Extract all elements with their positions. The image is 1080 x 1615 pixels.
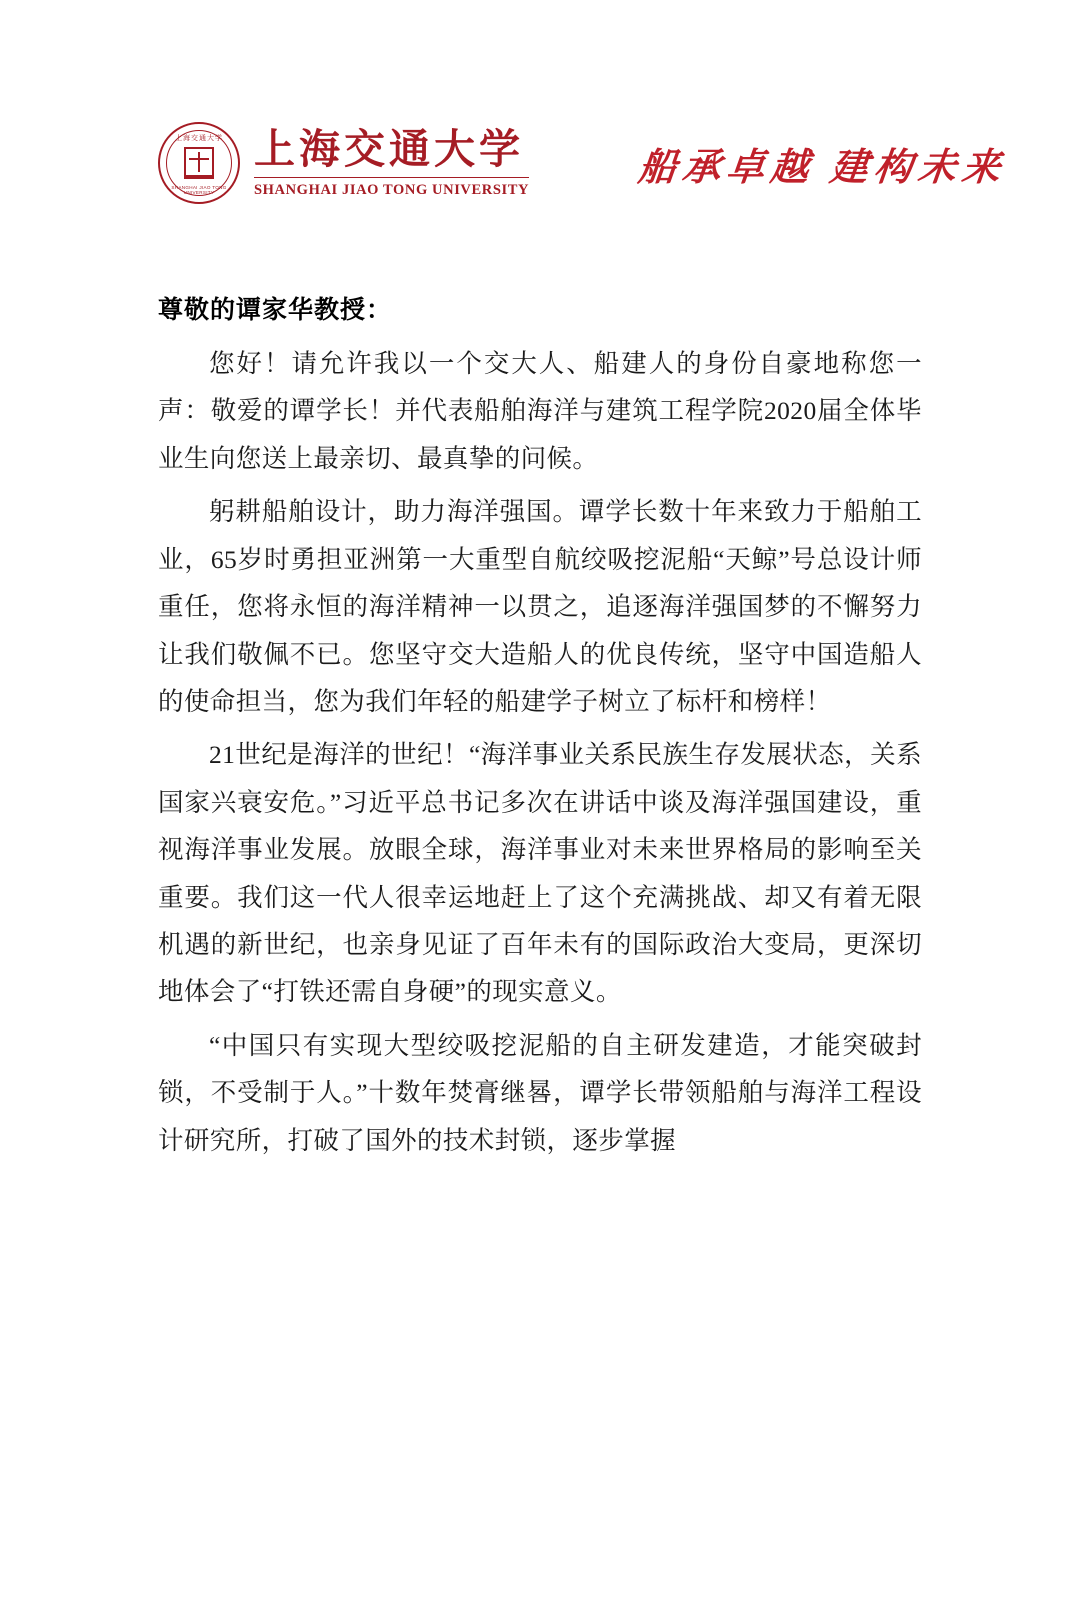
- letter-salutation: 尊敬的谭家华教授：: [158, 296, 393, 324]
- university-seal-icon: [158, 122, 240, 204]
- letter-paragraph: “中国只有实现大型绞吸挖泥船的自主研发建造，才能突破封锁，不受制于人。”十数年焚膏继晷，谭学长带领船舶与海洋工程设计研究所，打破了国外的技术封锁，逐步掌握: [158, 1030, 922, 1155]
- university-name-block: [254, 127, 529, 199]
- letterhead: [158, 88, 1009, 238]
- university-name-en: SHANGHAI JIAO TONG UNIVERSITY: [254, 177, 529, 199]
- letter-paragraph: 躬耕船舶设计，助力海洋强国。谭学长数十年来致力于船舶工业，65岁时勇担亚洲第一大重型自航绞吸挖泥船“天鲸”号总设计师重任，您将永恒的海洋精神一以贯之，追逐海洋强国梦的不懈努力让我们敬佩不已。您坚守交大造船人的优良传统，坚守中国造船人的使命担当，您为我们年轻的船建学子树立了标杆和榜样！: [158, 497, 922, 716]
- letter-paragraph: 您好！请允许我以一个交大人、船建人的身份自豪地称您一声：敬爱的谭学长！并代表船舶海洋与建筑工程学院2020届全体毕业生向您送上最亲切、最真挚的问候。: [158, 349, 922, 473]
- university-logo: [158, 122, 529, 204]
- document-page: [0, 88, 1080, 1615]
- seal-emblem-icon: [184, 147, 214, 179]
- seal-bottom-text: SHANGHAI JIAO TONG UNIVERSITY: [171, 185, 227, 195]
- university-name-cn: 上海交通大学: [254, 125, 524, 172]
- seal-top-text: 上海交通大学: [175, 134, 223, 142]
- letterhead-slogan: 船承卓越 建构未来: [636, 146, 1009, 189]
- letter-body: [158, 290, 922, 1164]
- letter-paragraph: 21世纪是海洋的世纪！“海洋事业关系民族生存发展状态，关系国家兴衰安危。”习近平总书记多次在讲话中谈及海洋强国建设，重视海洋事业发展。放眼全球，海洋事业对未来世界格局的影响至关重要。我们这一代人很幸运地赶上了这个充满挑战、却又有着无限机遇的新世纪，也亲身见证了百年未有的国际政治大变局，更深切地体会了“打铁还需自身硬”的现实意义。: [158, 740, 922, 1007]
